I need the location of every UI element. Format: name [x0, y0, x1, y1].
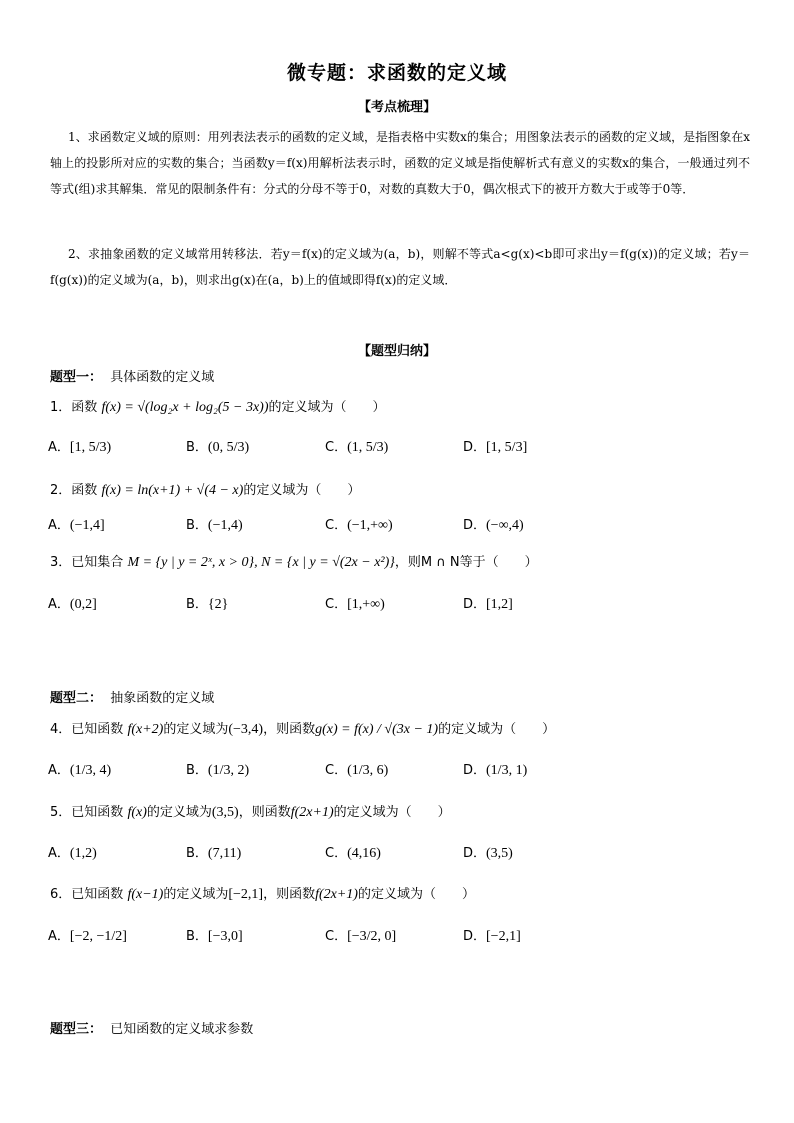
question-6: 6．已知函数 f(x−1)的定义域为[−2,1]，则函数f(2x+1)的定义域为（ ） — [50, 887, 475, 902]
option-1d[interactable]: D．[1, 5/3] — [463, 440, 528, 455]
option-5a[interactable]: A．(1,2) — [48, 846, 97, 861]
section-heading-kaodian: 【考点梳理】 — [357, 100, 436, 115]
option-2d[interactable]: D．(−∞,4) — [463, 518, 524, 533]
question-type-name: 抽象函数的定义域 — [110, 691, 215, 706]
kaodian-paragraph-2: 2、求抽象函数的定义域常用转移法．若y＝f(x)的定义域为(a，b)，则解不等式a<g(x)<b即可求出y＝f(g(x))的定义域；若y＝f(g(x))的定义域为(a，b)，则求出g(x)在(a，b)上的值域即得f(x)的定义域． — [50, 247, 750, 287]
option-2a[interactable]: A．(−1,4] — [48, 518, 105, 533]
question-type-label: 题型三： — [50, 1022, 103, 1037]
question-1: 1．函数 f(x) = √(log₂x + log₂(5 − 3x))的定义域为（ ） — [50, 400, 386, 415]
option-5c[interactable]: C．(4,16) — [325, 846, 381, 861]
question-3-expression: M = {y | y = 2ˣ, x > 0}, N = {x | y = √(2x − x²)} — [127, 555, 395, 570]
section-heading-tixing: 【题型归纳】 — [357, 344, 436, 359]
question-5-expression: f(2x+1) — [290, 805, 334, 820]
option-3a[interactable]: A．(0,2] — [48, 597, 97, 612]
question-1-expression: f(x) = √(log₂x + log₂(5 − 3x)) — [101, 400, 269, 415]
question-type-name: 具体函数的定义域 — [110, 370, 215, 385]
question-type-2 — [50, 687, 214, 706]
question-3: 3．已知集合 M = {y | y = 2ˣ, x > 0}, N = {x | y = √(2x − x²)}，则M ∩ N等于（ ） — [50, 555, 538, 570]
question-6-expression: f(2x+1) — [315, 887, 358, 902]
option-1c[interactable]: C．(1, 5/3) — [325, 440, 389, 455]
question-type-3 — [50, 1018, 253, 1037]
question-type-1 — [50, 366, 214, 385]
option-6d[interactable]: D．[−2,1] — [463, 929, 521, 944]
option-5d[interactable]: D．(3,5) — [463, 846, 513, 861]
page-title: 微专题：求函数的定义域 — [286, 62, 507, 84]
option-3d[interactable]: D．[1,2] — [463, 597, 513, 612]
option-2c[interactable]: C．(−1,+∞) — [325, 518, 393, 533]
question-4: 4．已知函数 f(x+2)的定义域为(−3,4)，则函数g(x) = f(x) / √(3x − 1)的定义域为（ ） — [50, 722, 556, 737]
option-3b[interactable]: B．{2} — [186, 597, 229, 612]
question-2-expression: f(x) = ln(x+1) + √(4 − x) — [101, 483, 244, 498]
question-2: 2．函数 f(x) = ln(x+1) + √(4 − x)的定义域为（ ） — [50, 483, 361, 498]
question-type-label: 题型二： — [50, 691, 103, 706]
option-1b[interactable]: B．(0, 5/3) — [186, 440, 250, 455]
option-5b[interactable]: B．(7,11) — [186, 846, 242, 861]
option-6b[interactable]: B．[−3,0] — [186, 929, 243, 944]
option-3c[interactable]: C．[1,+∞) — [325, 597, 385, 612]
option-4b[interactable]: B．(1/3, 2) — [186, 763, 250, 778]
question-5: 5．已知函数 f(x)的定义域为(3,5)，则函数f(2x+1)的定义域为（ ） — [50, 805, 451, 820]
kaodian-paragraph-1: 1、求函数定义域的原则：用列表法表示的函数的定义域，是指表格中实数x的集合；用图象法表示的函数的定义域，是指图象在x轴上的投影所对应的实数的集合；当函数y＝f(x)用解析法表示时，函数的定义域是指使解析式有意义的实数x的集合，一般通过列不等式(组)求其解集．常见的限制条件有：分式的分母不等于0，对数的真数大于0，偶次根式下的被开方数大于或等于0等． — [50, 130, 750, 196]
option-4c[interactable]: C．(1/3, 6) — [325, 763, 389, 778]
option-1a[interactable]: A．[1, 5/3) — [48, 440, 112, 455]
question-4-expression: g(x) = f(x) / √(3x − 1) — [315, 722, 439, 737]
option-4a[interactable]: A．(1/3, 4) — [48, 763, 112, 778]
question-type-name: 已知函数的定义域求参数 — [110, 1022, 254, 1037]
option-2b[interactable]: B．(−1,4) — [186, 518, 243, 533]
option-4d[interactable]: D．(1/3, 1) — [463, 763, 528, 778]
option-6c[interactable]: C．[−3/2, 0] — [325, 929, 397, 944]
option-6a[interactable]: A．[−2, −1/2] — [48, 929, 127, 944]
question-type-label: 题型一： — [50, 370, 103, 385]
